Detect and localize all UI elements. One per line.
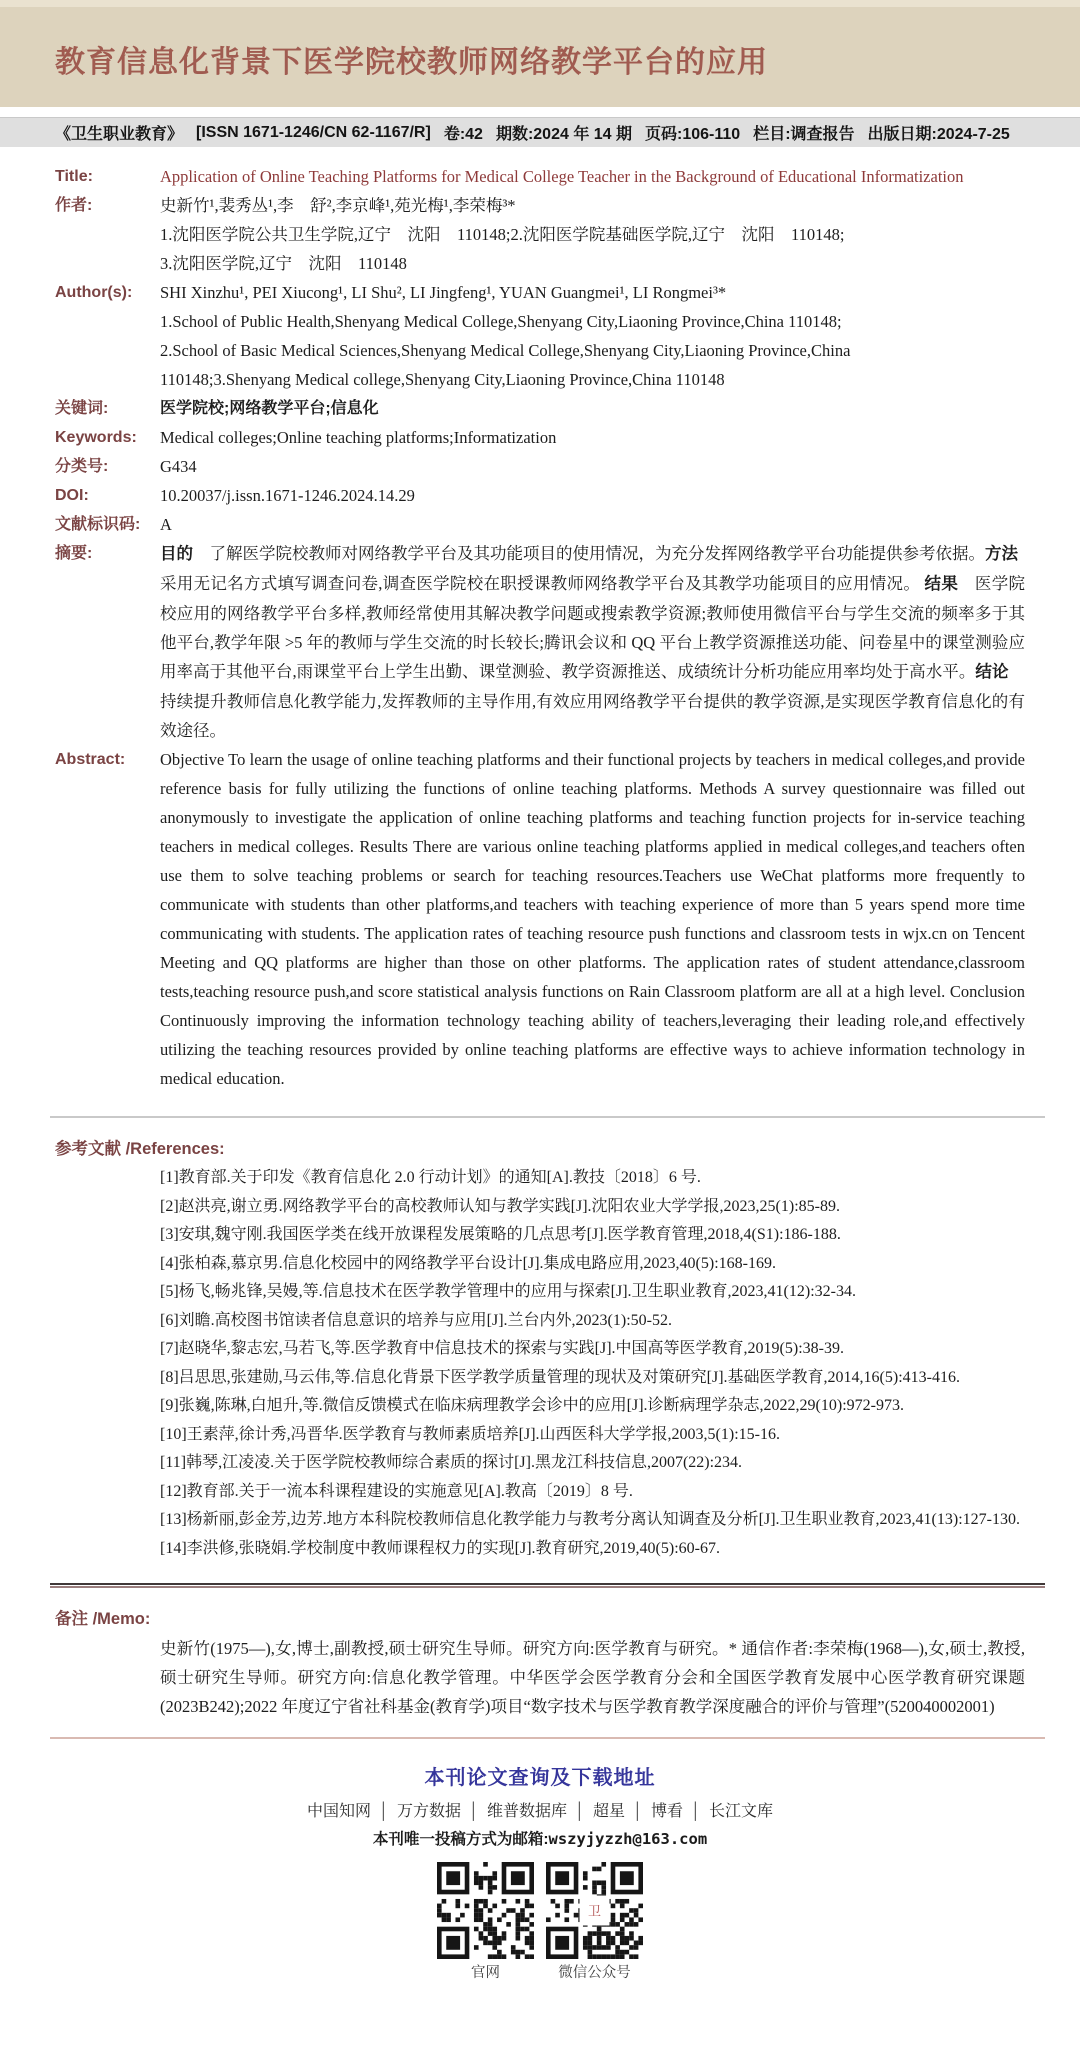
reference-item: [13]杨新丽,彭金芳,边芳.地方本科院校教师信息化教学能力与教考分离认知调查及分析[J].卫生职业教育,2023,41(13):127-130.	[160, 1511, 1020, 1528]
doi-value: 10.20037/j.issn.1671-1246.2024.14.29	[160, 486, 415, 505]
reference-item: [10]王素萍,徐计秀,冯晋华.医学教育与教师素质培养[J].山西医科大学学报,2003,5(1):15-16.	[160, 1425, 780, 1443]
authors-zh-label: 作者:	[55, 197, 93, 214]
abstract-keyword: 目的	[160, 545, 193, 563]
doi-label: DOI:	[55, 487, 89, 504]
meta-row-abstract-en	[55, 745, 1025, 1093]
qr-label-official-site: 官网	[471, 1965, 500, 1981]
meta-row-doc-code	[55, 510, 1025, 539]
qr-label-wechat: 微信公众号	[558, 1965, 631, 1981]
authors-en-names: SHI Xinzhu¹, PEI Xiucong¹, LI Shu², LI Jingfeng¹, YUAN Guangmei¹, LI Rongmei³*	[160, 283, 727, 302]
divider-above-references	[50, 1116, 1045, 1118]
reference-item: [1]教育部.关于印发《教育信息化 2.0 行动计划》的通知[A].教技〔2018〕6 号.	[160, 1169, 701, 1186]
meta-row-doi	[55, 481, 1025, 510]
journal-volume: 卷:42	[443, 126, 483, 143]
reference-item: [4]张柏森,慕京男.信息化校园中的网络教学平台设计[J].集成电路应用,2023,40(5):168-169.	[160, 1254, 776, 1272]
affiliation-en-line: 1.School of Public Health,Shenyang Medical College,Shenyang City,Liaoning Province,China 110148;	[160, 312, 842, 331]
reference-item: [7]赵晓华,黎志宏,马若飞,等.医学教育中信息技术的探索与实践[J].中国高等医学教育,2019(5):38-39.	[160, 1340, 844, 1357]
abstract-text-run: 采用无记名方式填写调查问卷,调查医学院校在职授课教师网络教学平台及其教学功能项目的应用情况。	[160, 544, 1035, 593]
affiliation-en-line: 2.School of Basic Medical Sciences,Shenyang Medical College,Shenyang City,Liaoning Province,China	[160, 341, 851, 360]
title-en-value: Application of Online Teaching Platforms for Medical College Teacher in the Background of Educational Informatization	[160, 167, 964, 186]
journal-pages: 页码:106-110	[645, 126, 741, 143]
article-metadata	[0, 147, 1080, 1982]
journal-name: 《卫生职业教育》	[55, 126, 184, 143]
meta-row-authors-en	[55, 278, 1025, 394]
meta-row-authors-zh	[55, 191, 1025, 278]
authors-zh-names: 史新竹¹,裴秀丛¹,李 舒²,李京峰¹,苑光梅¹,李荣梅³*	[160, 196, 516, 215]
separator: │	[633, 1803, 644, 1820]
abstract-en-text: Objective To learn the usage of online teaching platforms and their functional projects by teachers in medical colleges,and provide reference basis for fully utilizing the functions of online teaching platforms. Methods A survey questionnaire was filled out anonymously to investigate the application of online teaching platforms and teaching function projects for in-service teaching teachers in medical colleges. Results There are various online teaching platforms applied in medical colleges,and teachers often use them to solve teaching problems or search for teaching resources.Teachers use WeChat platforms more frequently to communicate with students than other platforms,and teachers with teaching experience of more than 5 years spend more time communicating with students. The application rates of teaching resource push functions and classroom tests in wjx.cn on Tencent Meeting and QQ platforms are higher than those on other platforms. The application rates of student attendance,classroom tests,teaching resource push,and score statistical analysis functions on Rain Classroom platform are all at a high level. Conclusion Continuously improving the information technology teaching ability of teachers,leveraging their leading role,and effectively utilizing the teaching resources provided by online teaching platforms are effective ways to achieve information technology in medical education.	[160, 750, 1025, 1088]
qr-block-wechat	[546, 1862, 643, 1982]
meta-row-keywords-en	[55, 423, 1025, 452]
references-label: 参考文献 /References:	[55, 1140, 225, 1158]
page-title: 教育信息化背景下医学院校教师网络教学平台的应用	[55, 46, 768, 79]
database-list	[55, 1798, 1025, 1821]
memo-text: 史新竹(1975—),女,博士,副教授,硕士研究生导师。研究方向:医学教育与研究。* 通信作者:李荣梅(1968—),女,硕士,教授,硕士研究生导师。研究方向:信息化教学管理。中华医学会医学教育分会和全国医学教育发展中心医学教育研究课题(2023B242);2022 年度辽宁省社科基金(教育学)项目“数字技术与医学教育教学深度融合的评价与管理”(520040002001)	[160, 1639, 1025, 1716]
qr-row	[55, 1862, 1025, 1982]
meta-row-title	[55, 162, 1025, 191]
abstract-text-run: 持续提升教师信息化教学能力,发挥教师的主导作用,有效应用网络教学平台提供的教学资源,是实现医学教育信息化的有效途径。	[160, 662, 1026, 740]
keywords-zh-label: 关键词:	[55, 400, 109, 417]
separator: │	[575, 1803, 585, 1820]
journal-issn: [ISSN 1671-1246/CN 62-1167/R]	[196, 123, 431, 141]
reference-item: [12]教育部.关于一流本科课程建设的实施意见[A].教高〔2019〕8 号.	[160, 1482, 633, 1500]
email-address: wszyjyzzh@163.com	[548, 1830, 708, 1848]
title-label: Title:	[55, 168, 93, 185]
email-label: 本刊唯一投稿方式为邮箱:	[372, 1831, 549, 1848]
meta-row-clc	[55, 452, 1025, 481]
qr-code-official-site-icon	[437, 1862, 534, 1959]
submission-email-line	[55, 1827, 1025, 1849]
reference-item: [6]刘瞻.高校图书馆读者信息意识的培养与应用[J].兰台内外,2023(1):50-52.	[160, 1311, 672, 1329]
references-list	[160, 1164, 1025, 1563]
abstract-keyword: 结果	[924, 575, 959, 593]
qr-block-official-site	[437, 1862, 534, 1982]
affiliations-zh	[160, 220, 1025, 278]
doc-code-label: 文献标识码:	[55, 516, 141, 533]
abstract-keyword: 结论	[975, 663, 1009, 681]
affiliations-en	[160, 307, 1025, 394]
abstract-en-label: Abstract:	[55, 751, 126, 768]
abstract-zh-label: 摘要:	[55, 545, 93, 562]
qr-code-wechat-icon	[546, 1862, 643, 1959]
database-item: 超星	[593, 1803, 626, 1820]
doc-code-value: A	[160, 515, 172, 534]
meta-row-abstract-zh	[55, 539, 1035, 745]
svg-text:卫: 卫	[588, 1903, 601, 1919]
reference-item: [5]杨飞,畅兆锋,吴嫚,等.信息技术在医学教学管理中的应用与探索[J].卫生职业教育,2023,41(12):32-34.	[160, 1283, 856, 1300]
footer-heading: 本刊论文查询及下载地址	[424, 1767, 656, 1789]
affiliation-zh-line: 1.沈阳医学院公共卫生学院,辽宁 沈阳 110148;2.沈阳医学院基础医学院,辽宁 沈阳 110148;	[160, 225, 845, 244]
divider-above-memo	[50, 1583, 1045, 1588]
reference-item: [9]张巍,陈琳,白旭升,等.微信反馈模式在临床病理教学会诊中的应用[J].诊断病理学杂志,2022,29(10):972-973.	[160, 1397, 904, 1414]
keywords-zh-value: 医学院校;网络教学平台;信息化	[160, 400, 379, 417]
memo-label: 备注 /Memo:	[55, 1610, 151, 1628]
footer	[55, 1761, 1025, 1982]
journal-column: 栏目:调查报告	[753, 126, 855, 143]
database-item: 中国知网	[306, 1803, 371, 1820]
header-band	[0, 0, 1080, 107]
database-item: 万方数据	[396, 1803, 461, 1820]
authors-zh-value	[160, 191, 1025, 278]
authors-en-label: Author(s):	[55, 284, 133, 301]
abstract-keyword: 方法	[985, 545, 1018, 563]
divider-above-footer	[50, 1737, 1045, 1739]
abstract-zh-text	[160, 539, 1035, 745]
database-item: 长江文库	[709, 1803, 774, 1820]
clc-value: G434	[160, 457, 197, 476]
separator: │	[468, 1803, 479, 1820]
journal-info-bar	[0, 117, 1080, 147]
separator: │	[378, 1803, 389, 1820]
affiliation-en-line: 110148;3.Shenyang Medical college,Shenyang City,Liaoning Province,China 110148	[160, 370, 725, 389]
keywords-en-label: Keywords:	[55, 429, 137, 446]
reference-item: [14]李洪修,张晓娟.学校制度中教师课程权力的实现[J].教育研究,2019,40(5):60-67.	[160, 1539, 720, 1557]
keywords-en-value: Medical colleges;Online teaching platforms;Informatization	[160, 428, 557, 447]
reference-item: [11]韩琴,江凌凌.关于医学院校教师综合素质的探讨[J].黑龙江科技信息,2007(22):234.	[160, 1454, 743, 1471]
database-item: 博看	[651, 1803, 684, 1820]
reference-item: [2]赵洪亮,谢立勇.网络教学平台的高校教师认知与教学实践[J].沈阳农业大学学报,2023,25(1):85-89.	[160, 1197, 840, 1215]
database-item: 维普数据库	[486, 1803, 567, 1820]
affiliation-zh-line: 3.沈阳医学院,辽宁 沈阳 110148	[160, 254, 407, 273]
clc-label: 分类号:	[55, 458, 109, 475]
abstract-text-run: 医学院校应用的网络教学平台多样,教师经常使用其解决教学问题或搜索教学资源;教师使用微信平台与学生交流的频率多于其他平台,教学年限 >5 年的教师与学生交流的时长较长;腾讯会议和 QQ 平台上教学资源推送功能、问卷星中的课堂测验应用率高于其他平台,雨课堂平台上学生出勤、课堂测验、教学资源推送、成绩统计分析功能应用率均处于高水平。	[160, 574, 1026, 681]
reference-item: [3]安琪,魏守刚.我国医学类在线开放课程发展策略的几点思考[J].医学教育管理,2018,4(S1):186-188.	[160, 1226, 841, 1243]
authors-en-value	[160, 278, 1025, 394]
meta-row-keywords-zh	[55, 394, 1025, 423]
journal-pub-date: 出版日期:2024-7-25	[867, 126, 1010, 143]
journal-issue: 期数:2024 年 14 期	[495, 126, 633, 143]
reference-item: [8]吕思思,张建勋,马云伟,等.信息化背景下医学教学质量管理的现状及对策研究[J].基础医学教育,2014,16(5):413-416.	[160, 1368, 960, 1386]
abstract-text-run: 了解医学院校教师对网络教学平台及其功能项目的使用情况，为充分发挥网络教学平台功能提供参考依据。	[193, 544, 985, 563]
separator: │	[691, 1803, 702, 1820]
